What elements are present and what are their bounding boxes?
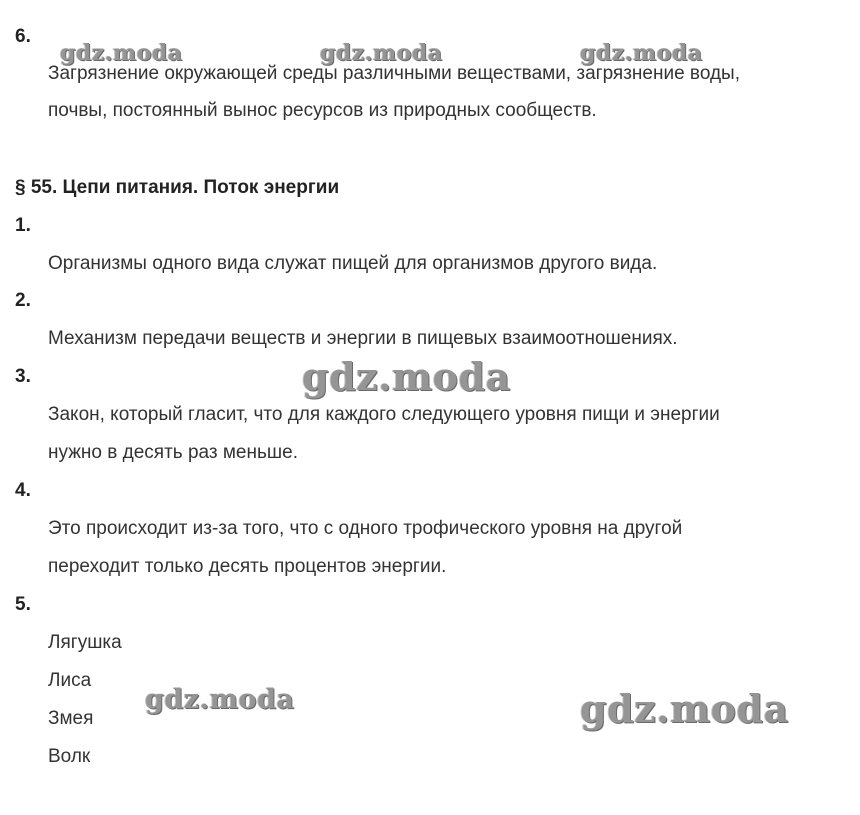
answer-6-line-2: почвы, постоянный вынос ресурсов из природных сообществ. <box>48 100 597 121</box>
food-chain-item: Лягушка <box>48 632 122 653</box>
watermark: gdz.moda <box>60 40 183 66</box>
section-title: § 55. Цепи питания. Поток энергии <box>15 177 340 198</box>
answer-4-line-1: Это происходит из-за того, что с одного трофического уровня на другой <box>48 518 683 539</box>
food-chain-item: Змея <box>48 708 94 729</box>
food-chain-item: Волк <box>48 746 91 767</box>
answer-4-line-2: переходит только десять процентов энергии. <box>48 556 447 577</box>
watermark: gdz.moda <box>580 686 789 731</box>
watermark: gdz.moda <box>580 40 703 66</box>
watermark: gdz.moda <box>302 354 511 399</box>
answer-1-line-1: Организмы одного вида служат пищей для организмов другого вида. <box>48 253 658 274</box>
answer-3-line-2: нужно в десять раз меньше. <box>48 442 298 463</box>
item-number-2: 2. <box>15 290 31 311</box>
item-number-1: 1. <box>15 215 31 236</box>
answer-6-line-1: Загрязнение окружающей среды различными веществами, загрязнение воды, <box>48 63 740 84</box>
watermark: gdz.moda <box>320 40 443 66</box>
item-number-5: 5. <box>15 594 31 615</box>
item-number-3: 3. <box>15 366 31 387</box>
item-number-4: 4. <box>15 480 31 501</box>
answer-2-line-1: Механизм передачи веществ и энергии в пищевых взаимоотношениях. <box>48 328 678 349</box>
food-chain-item: Лиса <box>48 670 92 691</box>
answer-3-line-1: Закон, который гласит, что для каждого следующего уровня пищи и энергии <box>48 404 720 425</box>
watermark: gdz.moda <box>145 684 295 715</box>
item-number-6: 6. <box>15 26 31 47</box>
